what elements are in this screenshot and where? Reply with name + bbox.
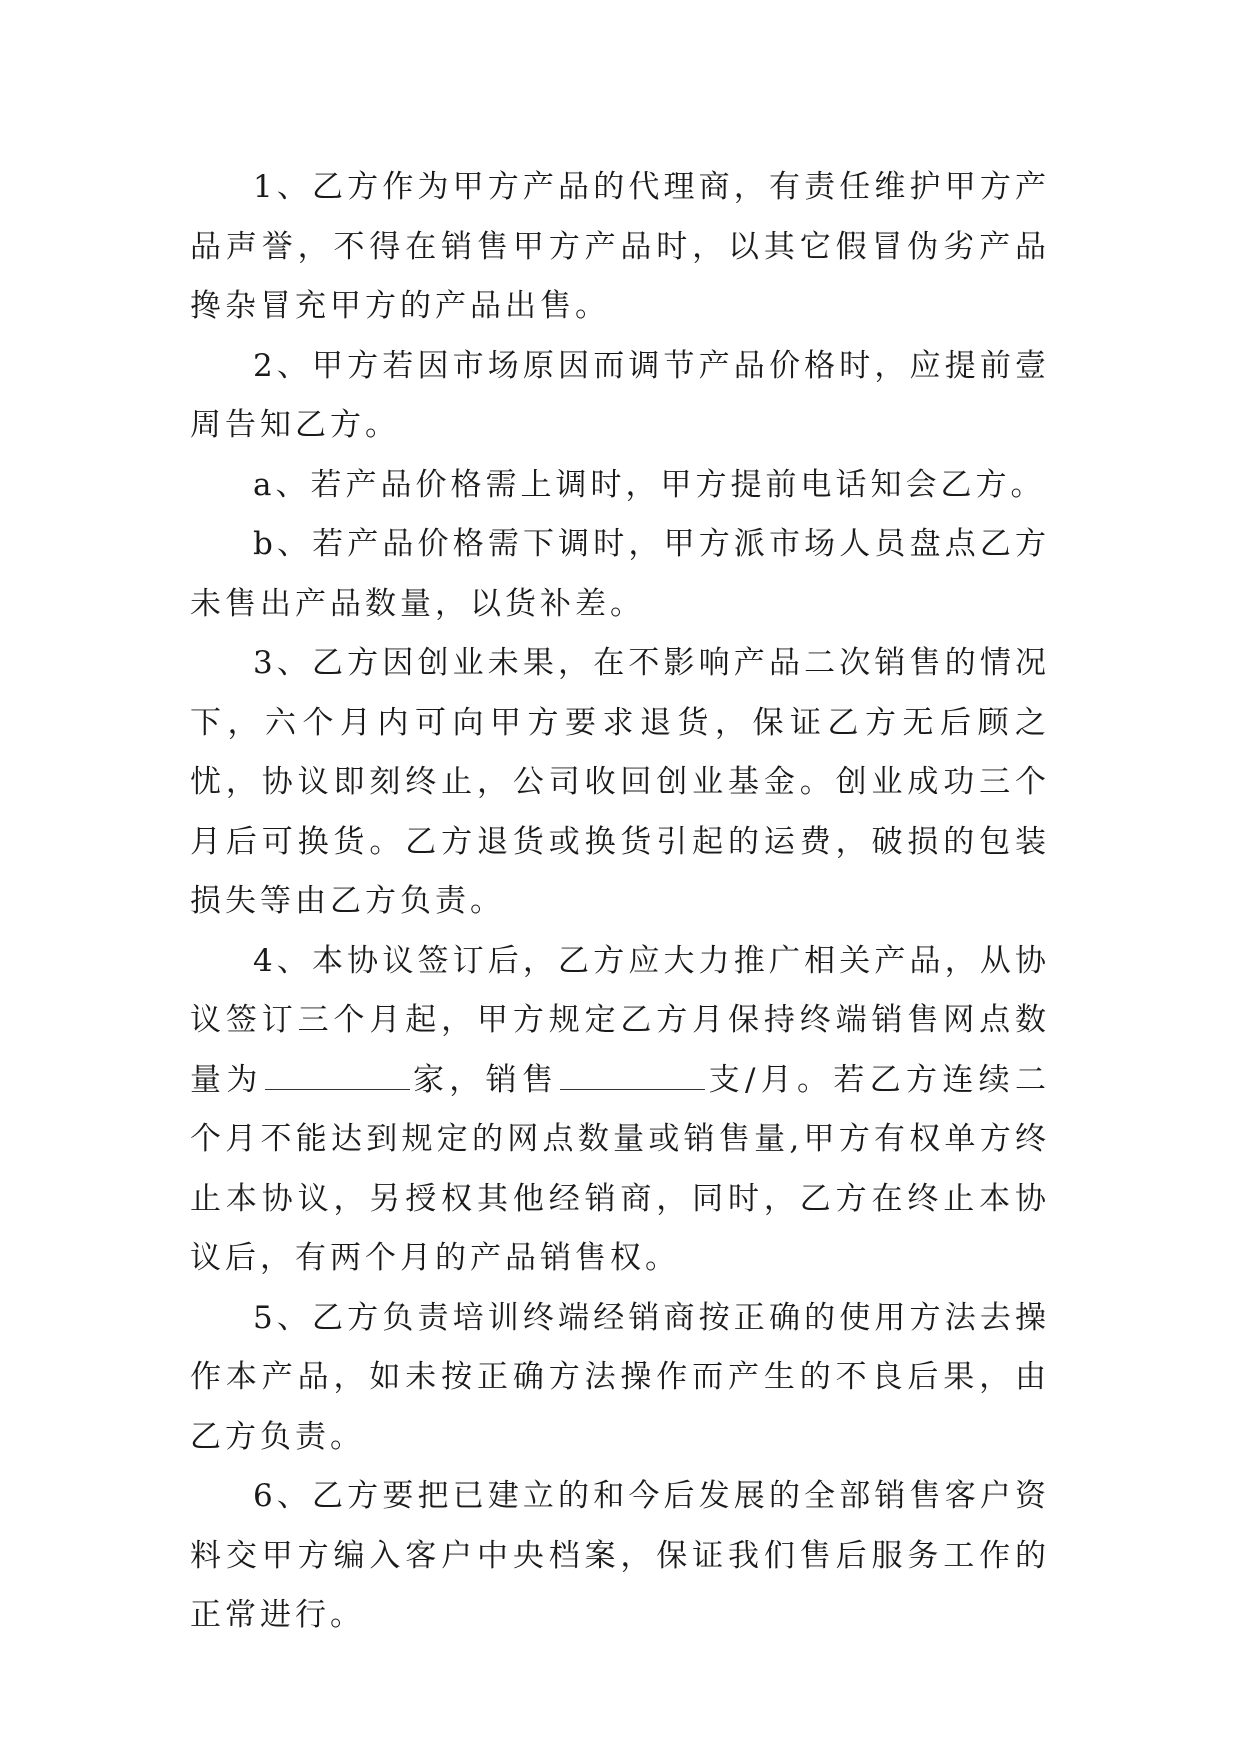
clause-2b: b、若产品价格需下调时，甲方派市场人员盘点乙方未售出产品数量，以货补差。 [190,526,1050,622]
clause-4-text-start: 4、本协议签订后，乙方应大力推广相关产品，从协议签订三个月起，甲方规定乙方月保持终端销售网点数量为 [190,942,1050,1098]
document-body [190,158,1050,1646]
clause-1: 1、乙方作为甲方产品的代理商，有责任维护甲方产品声誉，不得在销售甲方产品时，以其它假冒伪劣产品搀杂冒充甲方的产品出售。 [190,169,1050,324]
clause-4 [190,932,1050,1289]
clause-2: 2、甲方若因市场原因而调节产品价格时，应提前壹周告知乙方。 [190,347,1050,443]
clause-4-text-middle: 家，销售 [411,1061,559,1098]
clause-2a: a、若产品价格需上调时，甲方提前电话知会乙方。 [253,466,1046,503]
clause-3: 3、乙方因创业未果，在不影响产品二次销售的情况下，六个月内可向甲方要求退货，保证乙方无后顾之忧，协议即刻终止，公司收回创业基金。创业成功三个月后可换货。乙方退货或换货引起的运费，破损的包装损失等由乙方负责。 [190,645,1050,919]
clause-4-text-end: 支/月。若乙方连续二个月不能达到规定的网点数量或销售量,甲方有权单方终止本协议，另授权其他经销商，同时，乙方在终止本协议后，有两个月的产品销售权。 [190,1061,1051,1276]
clause-6: 6、乙方要把已建立的和今后发展的全部销售客户资料交甲方编入客户中央档案，保证我们售后服务工作的正常进行。 [190,1478,1050,1633]
sales-volume-blank [560,1088,705,1090]
clause-5: 5、乙方负责培训终端经销商按正确的使用方法去操作本产品，如未按正确方法操作而产生的不良后果，由乙方负责。 [190,1299,1050,1455]
outlet-count-blank [265,1088,410,1090]
